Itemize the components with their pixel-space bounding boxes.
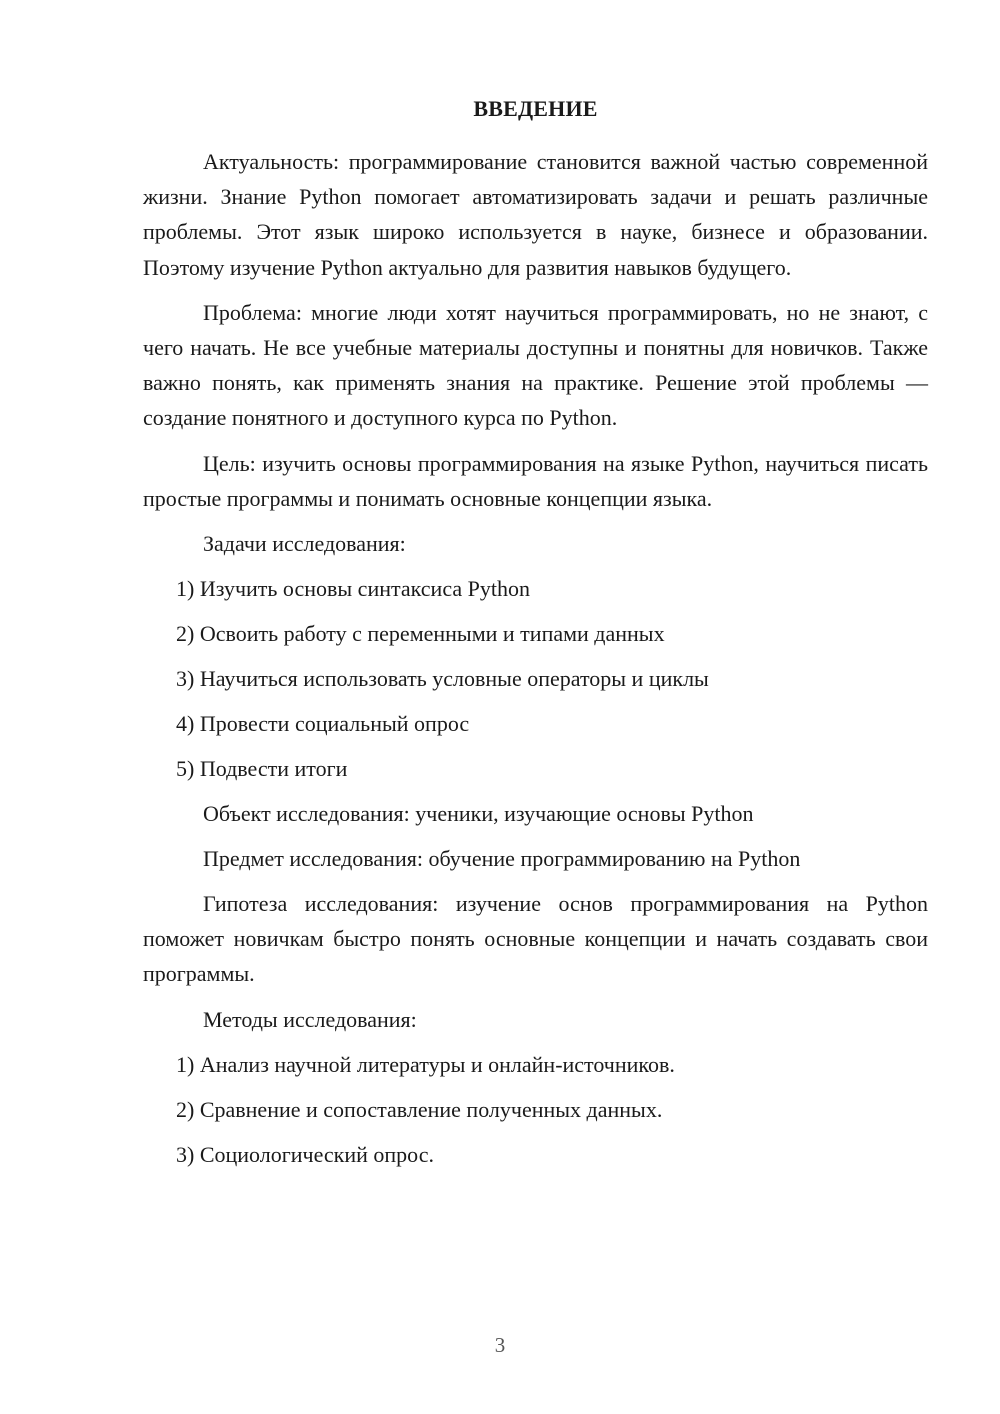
method-item: 1) Анализ научной литературы и онлайн-источников. — [176, 1051, 675, 1077]
tasks-label: Задачи исследования: — [203, 531, 406, 557]
tasks-list — [143, 571, 928, 786]
task-item: 3) Научиться использовать условные операторы и циклы — [176, 666, 709, 692]
page-number: 3 — [494, 1333, 506, 1357]
task-item: 2) Освоить работу с переменными и типами данных — [176, 621, 665, 647]
method-item: 2) Сравнение и сопоставление полученных данных. — [176, 1096, 663, 1122]
research-object: Объект исследования: ученики, изучающие основы Python — [203, 801, 754, 827]
task-item: 4) Провести социальный опрос — [176, 711, 470, 737]
method-item: 3) Социологический опрос. — [176, 1141, 434, 1167]
problem-paragraph: Проблема: многие люди хотят научиться программировать, но не знают, с чего начать. Не все учебные материалы доступны и понятны для новичков. Также важно понять, как применять знания на практике. Решение этой проблемы — создание понятного и доступного курса по Python. — [143, 299, 928, 431]
task-item: 1) Изучить основы синтаксиса Python — [176, 576, 530, 602]
methods-list — [143, 1047, 928, 1172]
goal-paragraph: Цель: изучить основы программирования на языке Python, научиться писать простые программы и понимать основные концепции языка. — [143, 450, 928, 511]
document-page — [143, 96, 928, 1182]
research-subject: Предмет исследования: обучение программированию на Python — [203, 846, 801, 872]
section-title: ВВЕДЕНИЕ — [473, 96, 598, 121]
methods-label: Методы исследования: — [203, 1006, 417, 1032]
task-item: 5) Подвести итоги — [176, 756, 348, 782]
hypothesis-paragraph: Гипотеза исследования: изучение основ программирования на Python поможет новичкам быстро понять основные концепции и начать создавать свои программы. — [143, 891, 928, 987]
relevance-paragraph: Актуальность: программирование становится важной частью современной жизни. Знание Python помогает автоматизировать задачи и решать различные проблемы. Этот язык широко используется в науке, бизнесе и образовании. Поэтому изучение Python актуально для развития навыков будущего. — [143, 149, 928, 280]
